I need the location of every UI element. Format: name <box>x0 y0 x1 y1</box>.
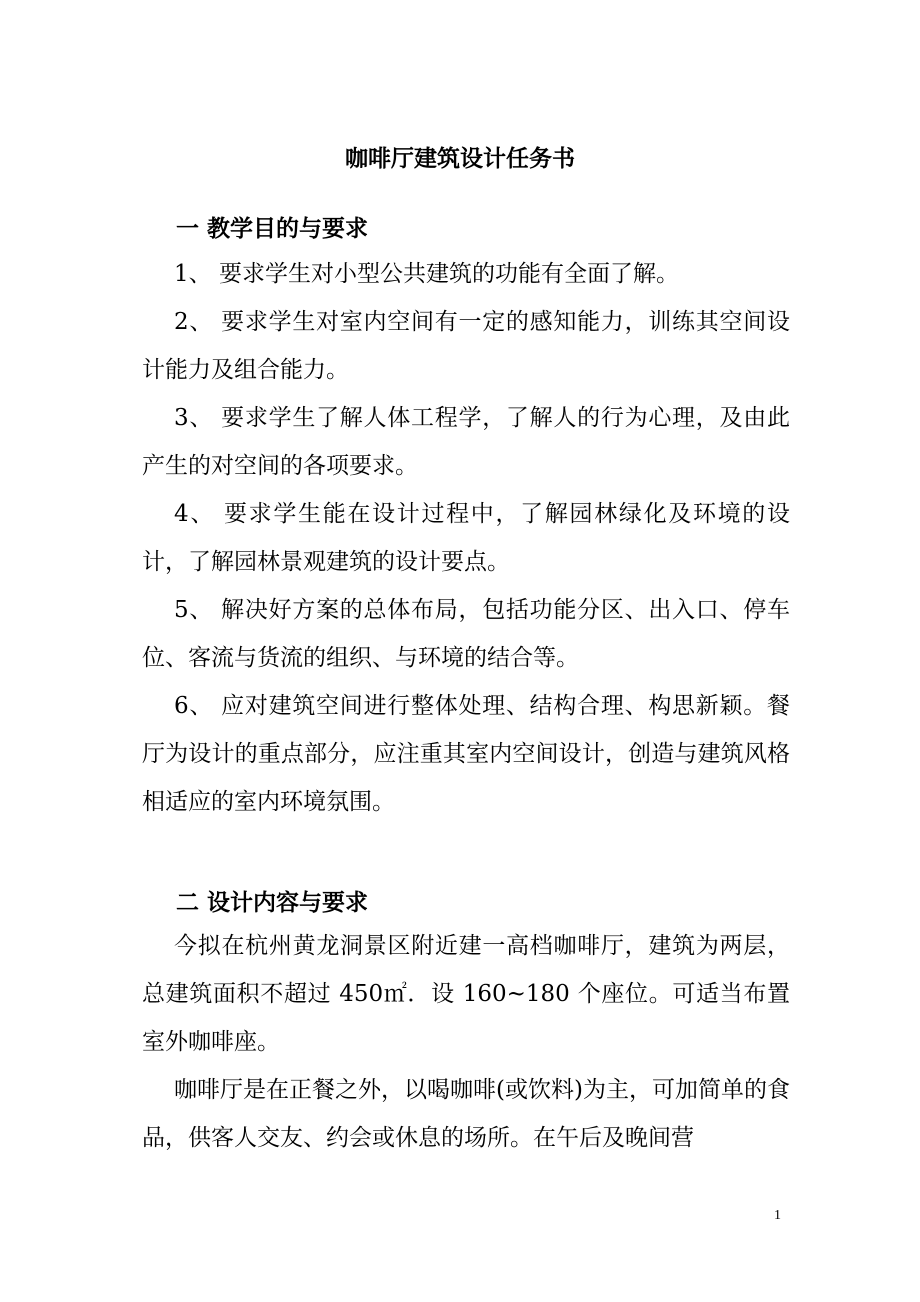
paragraph-2: 咖啡厅是在正餐之外，以喝咖啡(或饮料)为主，可加简单的食品，供客人交友、约会或休息的场所。在午后及晚间营 <box>142 1077 790 1151</box>
section-heading-2: 二 设计内容与要求 <box>176 890 369 916</box>
list-item-3: 3、 要求学生了解人体工程学，了解人的行为心理，及由此产生的对空间的各项要求。 <box>142 405 790 479</box>
document-title: 咖啡厅建筑设计任务书 <box>345 146 575 172</box>
page-number: 1 <box>774 1208 781 1223</box>
paragraph-1: 今拟在杭州黄龙洞景区附近建一高档咖啡厅，建筑为两层，总建筑面积不超过 450㎡．设 160~180 个座位。可适当布置室外咖啡座。 <box>142 933 790 1055</box>
section-heading-1: 一 教学目的与要求 <box>176 216 369 242</box>
list-item-1: 1、 要求学生对小型公共建筑的功能有全面了解。 <box>174 261 679 287</box>
list-item-2: 2、 要求学生对室内空间有一定的感知能力，训练其空间设计能力及组合能力。 <box>142 309 790 383</box>
list-item-6: 6、 应对建筑空间进行整体处理、结构合理、构思新颖。餐厅为设计的重点部分，应注重其室内空间设计，创造与建筑风格相适应的室内环境氛围。 <box>142 693 790 815</box>
list-item-5: 5、 解决好方案的总体布局，包括功能分区、出入口、停车位、客流与货流的组织、与环境的结合等。 <box>142 597 790 671</box>
list-item-4: 4、 要求学生能在设计过程中，了解园林绿化及环境的设计，了解园林景观建筑的设计要点。 <box>142 501 790 575</box>
